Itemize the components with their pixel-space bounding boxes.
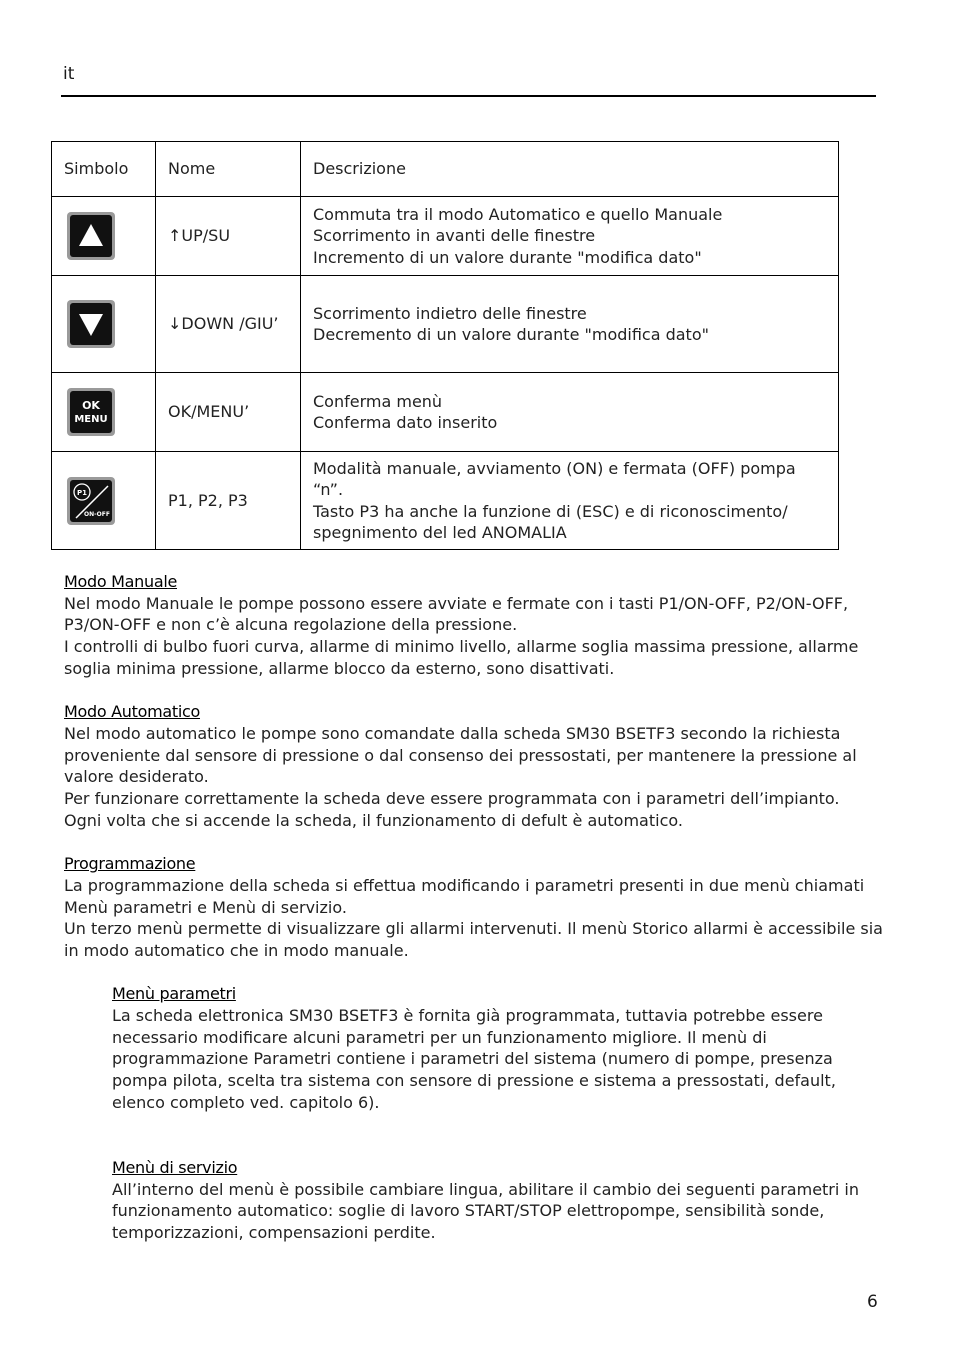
svg-text:MENU: MENU xyxy=(74,414,108,425)
header-name: Nome xyxy=(156,142,301,197)
paragraph: All’interno del menù è possibile cambiare lingua, abilitare il cambio dei seguenti parametri in funzionamento automatico: soglie di lavoro START/STOP elettropompe, sensibilità sonde, temporizzazioni, compensazioni perdite. xyxy=(112,1179,859,1243)
name-cell: ↓DOWN /GIU’ xyxy=(156,276,301,373)
header-symbol: Simbolo xyxy=(52,142,156,197)
section-title-manual: Modo Manuale xyxy=(64,572,178,591)
section-title-params-menu: Menù parametri xyxy=(112,984,236,1004)
description-line: Conferma dato inserito xyxy=(313,413,498,432)
paragraph: Un terzo menù permette di visualizzare gli allarmi intervenuti. Il menù Storico allarmi è accessibile sia in modo automatico che in modo manuale. xyxy=(64,919,883,960)
name-cell: ↑UP/SU xyxy=(156,197,301,276)
paragraph: Ogni volta che si accende la scheda, il funzionamento di defult è automatico. xyxy=(64,810,683,830)
p1-on-off-key-icon xyxy=(66,476,116,526)
paragraph: I controlli di bulbo fuori curva, allarme di minimo livello, allarme soglia massima pressione, allarme soglia minima pressione, allarme blocco da esterno, sono disattivati. xyxy=(64,637,859,678)
description-cell xyxy=(301,452,839,550)
table-row xyxy=(52,452,839,550)
body-text xyxy=(64,571,884,1244)
description-cell xyxy=(301,197,839,276)
description-line: Conferma menù xyxy=(313,391,443,411)
keys-table xyxy=(51,141,839,550)
table-row xyxy=(52,197,839,276)
section-title-programming: Programmazione xyxy=(64,854,196,874)
paragraph: Nel modo Manuale le pompe possono essere avviate e fermate con i tasti P1/ON-OFF, P2/ON-OFF, P3/ON-OFF e non c’è alcuna regolazione della pressione. xyxy=(64,593,849,635)
table-row xyxy=(52,373,839,452)
table-row xyxy=(52,276,839,373)
params-menu-section xyxy=(112,983,882,1243)
symbol-cell xyxy=(52,197,156,276)
svg-text:ON-OFF: ON-OFF xyxy=(84,510,110,518)
description-line: spegnimento del led ANOMALIA xyxy=(313,523,567,542)
name-cell: P1, P2, P3 xyxy=(156,452,301,550)
paragraph: Nel modo automatico le pompe sono comandate dalla scheda SM30 BSETF3 secondo la richiesta proveniente dal sensore di pressione o dal consenso dei pressostati, per mantenere la pressione al valore desiderato. xyxy=(64,723,857,787)
svg-text:P1: P1 xyxy=(76,488,88,497)
ok-menu-key-icon xyxy=(66,387,116,437)
description-cell xyxy=(301,373,839,452)
description-line: Incremento di un valore durante "modifica dato" xyxy=(313,247,702,267)
symbol-cell xyxy=(52,452,156,550)
language-code: it xyxy=(63,64,75,84)
section-title-automatic: Modo Automatico xyxy=(64,702,200,722)
svg-text:OK: OK xyxy=(82,399,100,412)
symbol-cell xyxy=(52,373,156,452)
section-title-service-menu: Menù di servizio xyxy=(112,1157,238,1177)
header-description: Descrizione xyxy=(301,142,839,197)
paragraph: La scheda elettronica SM30 BSETF3 è fornita già programmata, tuttavia potrebbe essere necessario modificare alcuni parametri per un funzionamento migliore. Il menù di programmazione Parametri contiene i parametri del sistema (numero di pompe, presenza pompa pilota, scelta tra sistema con sensore di pressione e sistema a pressostati, default, elenco completo ved. capitolo 6). xyxy=(112,1006,836,1112)
down-arrow-key-icon xyxy=(66,299,116,349)
description-line: Modalità manuale, avviamento (ON) e fermata (OFF) pompa “n”. xyxy=(313,458,796,499)
page-number: 6 xyxy=(867,1292,878,1312)
description-line: Tasto P3 ha anche la funzione di (ESC) e di riconoscimento/ xyxy=(313,501,788,521)
name-cell: OK/MENU’ xyxy=(156,373,301,452)
symbol-cell xyxy=(52,276,156,373)
description-cell xyxy=(301,276,839,373)
paragraph: Per funzionare correttamente la scheda deve essere programmata con i parametri dell’impianto. xyxy=(64,789,840,809)
paragraph: La programmazione della scheda si effettua modificando i parametri presenti in due menù chiamati Menù parametri e Menù di servizio. xyxy=(64,875,865,917)
header-rule xyxy=(61,95,876,97)
description-line: Decremento di un valore durante "modifica dato" xyxy=(313,325,709,344)
description-line: Commuta tra il modo Automatico e quello Manuale xyxy=(313,204,723,224)
description-line: Scorrimento indietro delle finestre xyxy=(313,303,587,323)
table-header-row xyxy=(52,142,839,197)
description-line: Scorrimento in avanti delle finestre xyxy=(313,226,596,246)
up-arrow-key-icon xyxy=(66,211,116,261)
